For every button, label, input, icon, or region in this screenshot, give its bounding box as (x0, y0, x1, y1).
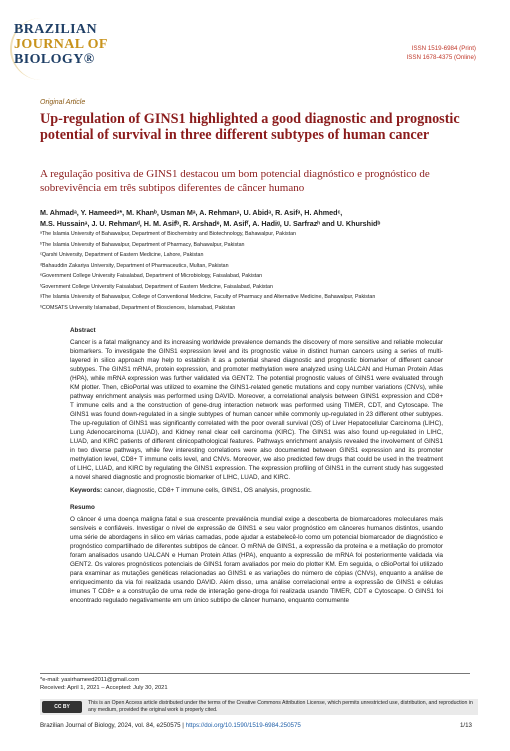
keywords-label: Keywords: (70, 487, 103, 494)
affiliation: ᵇThe Islamia University of Bahawalpur, Department of Pharmacy, Bahawalpur, Pakistan (40, 241, 245, 248)
article-subtitle: A regulação positiva de GINS1 destacou um bom potencial diagnóstico e prognóstico de sobrevivência em três subtipos diferentes de câncer humano (40, 168, 430, 194)
affiliation: ᵍThe Islamia University of Bahawalpur, College of Conventional Medicine, Faculty of Pharmacy and Alternative Medicine, Bahawalpur, Pakistan (40, 294, 376, 300)
affiliation: ᶠGovernment College University Faisalabad, Department of Eastern Medicine, Faisalabad, Pakistan (40, 283, 273, 290)
abstract-section (70, 326, 443, 605)
corresponding-email[interactable]: *e-mail: yasirhameed2011@gmail.com (40, 677, 140, 683)
page-number: 1/13 (459, 722, 472, 729)
resumo-text: O câncer é uma doença maligna fatal e sua crescente prevalência mundial exige a descoberta de biomarcadores moleculares mais sensíveis e confiáveis. Investigar o nível de expressão de GINS1 e seu valor prognóstico em cânceres humanos distintos, usando uma série de abordagens in silico em várias camadas, pode ajudar a estabelecê-lo como um potencial biomarcador de diagnóstico e prognóstico compartilhado de diferentes subtipos de câncer. O mRNA de GINS1, a expressão da proteína e a metilação do promotor foram analisados usando UALCAN e Human Protein Atlas (HPA), enquanto a expressão de mRNA foi posteriormente validada via GENT2. Os valores prognósticos potenciais de GINS1 foram avaliados por meio do plotter KM. Em seguida, o cBioPortal foi utilizado para examinar as mutações genéticas relacionadas ao GINS1 e as variações do número de cópias (CNVs), enquanto a análise de enriquecimento da via foi realizada usando DAVID. Além disso, uma análise correlacional entre a expressão de GINS1 e células imunes T CD8+ e a construção de uma rede de interação gene-droga foi realizada usando TIMER, CDT e Cytoscape. O GINS1 foi encontrado regulado negativamente em um único subtipo de câncer humano, enquanto comumente (70, 516, 443, 604)
citation-line (40, 722, 301, 729)
journal-logo[interactable] (14, 22, 108, 67)
keywords (70, 486, 443, 495)
affiliation: ᵉGovernment College University Faisalabad, Department of Microbiology, Faisalabad, Pakistan (40, 273, 263, 279)
citation-text: Brazilian Journal of Biology, 2024, vol. 84, e250575 | (40, 722, 186, 729)
license-text: This is an Open Access article distributed under the terms of the Creative Commons Attribution License, which permits unrestricted use, distribution, and reproduction in any medium, provided the original work is properly cited. (88, 700, 473, 713)
article-title: Up-regulation of GINS1 highlighted a good diagnostic and prognostic potential of survival in three different subtypes of human cancer (40, 111, 460, 144)
affiliation: ᵃThe Islamia University of Bahawalpur, Department of Biochemistry and Biotechnology, Bahawalpur, Pakistan (40, 231, 296, 237)
article-type: Original Article (40, 99, 86, 106)
authors-line2[interactable]: M.S. Hussainᵃ, J. U. Rehmanᵈ, H. M. Asifᵇ, R. Arshadᵉ, M. Asifᶠ, A. Hadiᵍ, U. Sarfrazʰ and U. Khurshidᵇ (40, 219, 381, 228)
abstract-text: Cancer is a fatal malignancy and its increasing worldwide prevalence demands the discovery of more sensitive and reliable molecular biomarkers. To investigate the GINS1 expression level and its prognostic value in distinct human cancers using a series of multi-layered in silico approach may help to establish it as a potential shared diagnostic and prognostic biomarker of different cancer subtypes. The GINS1 mRNA, protein expression, and promoter methylation were analyzed using UALCAN and Human Protein Atlas (HPA), while mRNA expression was further validated via GENT2. The potential prognostic values of GINS1 were evaluated through KM plotter. Then, cBioPortal was utilized to examine the GINS1-related genetic mutations and copy number variations (CNVs), while pathway enrichment analysis was performed using DAVID. Moreover, a correlational analysis between GINS1 expression and CD8+ T immune cells and a the construction of gene-drug interaction network was performed using TIMER, CDT, and Cytoscape. The GINS1 was found down-regulated in a single subtypes of human cancer while commonly up-regulated in 23 different other subtypes. The up-regulation of GINS1 was significantly correlated with the poor overall survival (OS) of Liver Hepatocellular Carcinoma (LIHC), Lung Adenocarcinoma (LUAD), and Kidney renal clear cell carcinoma (KIRC). The GINS1 was also found up-regulated in LIHC, LUAD, and KIRC patients of different clinicopathological features. Pathways enrichment analysis revealed the involvement of GINS1 in two diverse pathways, while few interesting correlations were also documented between GINS1 expression and its promoter methylation level, CD8+ T immune cells level, and CNVs. Moreover, we also predicted few drugs that could be used in the treatment of LIHC, LUAD, and KIRC by regulating the GINS1 expression. The expression profiling of GINS1 in the current study has suggested a novel shared diagnostic and prognostic biomarker of LIHC, LUAD, and KIRC. (70, 339, 443, 481)
cc-by-badge[interactable]: CC BY (42, 701, 82, 713)
resumo-section (70, 503, 443, 605)
footer-divider (40, 673, 470, 674)
affiliation: ᵈBahauddin Zakariya University, Department of Pharmaceutics, Multan, Pakistan (40, 262, 229, 269)
author-list (40, 207, 480, 229)
logo-line2: JOURNAL OF (14, 37, 108, 52)
issn-print: ISSN 1519-6984 (Print) (411, 45, 476, 52)
affiliation: ʰCOMSATS University Islamabad, Department of Biosciences, Islamabad, Pakistan (40, 304, 236, 311)
affiliation: ᶜQarshi University, Department of Eastern Medicine, Lahore, Pakistan (40, 252, 204, 258)
issn-online: ISSN 1678-4375 (Online) (406, 54, 476, 61)
authors-line1[interactable]: M. Ahmadᵃ, Y. Hameedᵃ*, M. Khanᵇ, Usman Mᵃ, A. Rehmanᵃ, U. Abidᵃ, R. Asifᵃ, H. Ahmedᶜ, (40, 208, 343, 217)
logo-line1: BRAZILIAN (14, 22, 97, 37)
logo-line3: BIOLOGY® (14, 52, 95, 67)
resumo-heading: Resumo (70, 504, 95, 511)
doi-link[interactable]: https://doi.org/10.1590/1519-6984.250575 (185, 722, 301, 729)
abstract-heading: Abstract (70, 327, 96, 334)
issn-block (407, 44, 476, 62)
footer-info (40, 676, 168, 692)
received-dates: Received: April 1, 2021 – Accepted: July 30, 2021 (40, 685, 168, 691)
affiliations (40, 229, 480, 313)
keywords-list: cancer, diagnostic, CD8+ T immune cells, GINS1, OS analysis, prognostic. (102, 487, 312, 494)
